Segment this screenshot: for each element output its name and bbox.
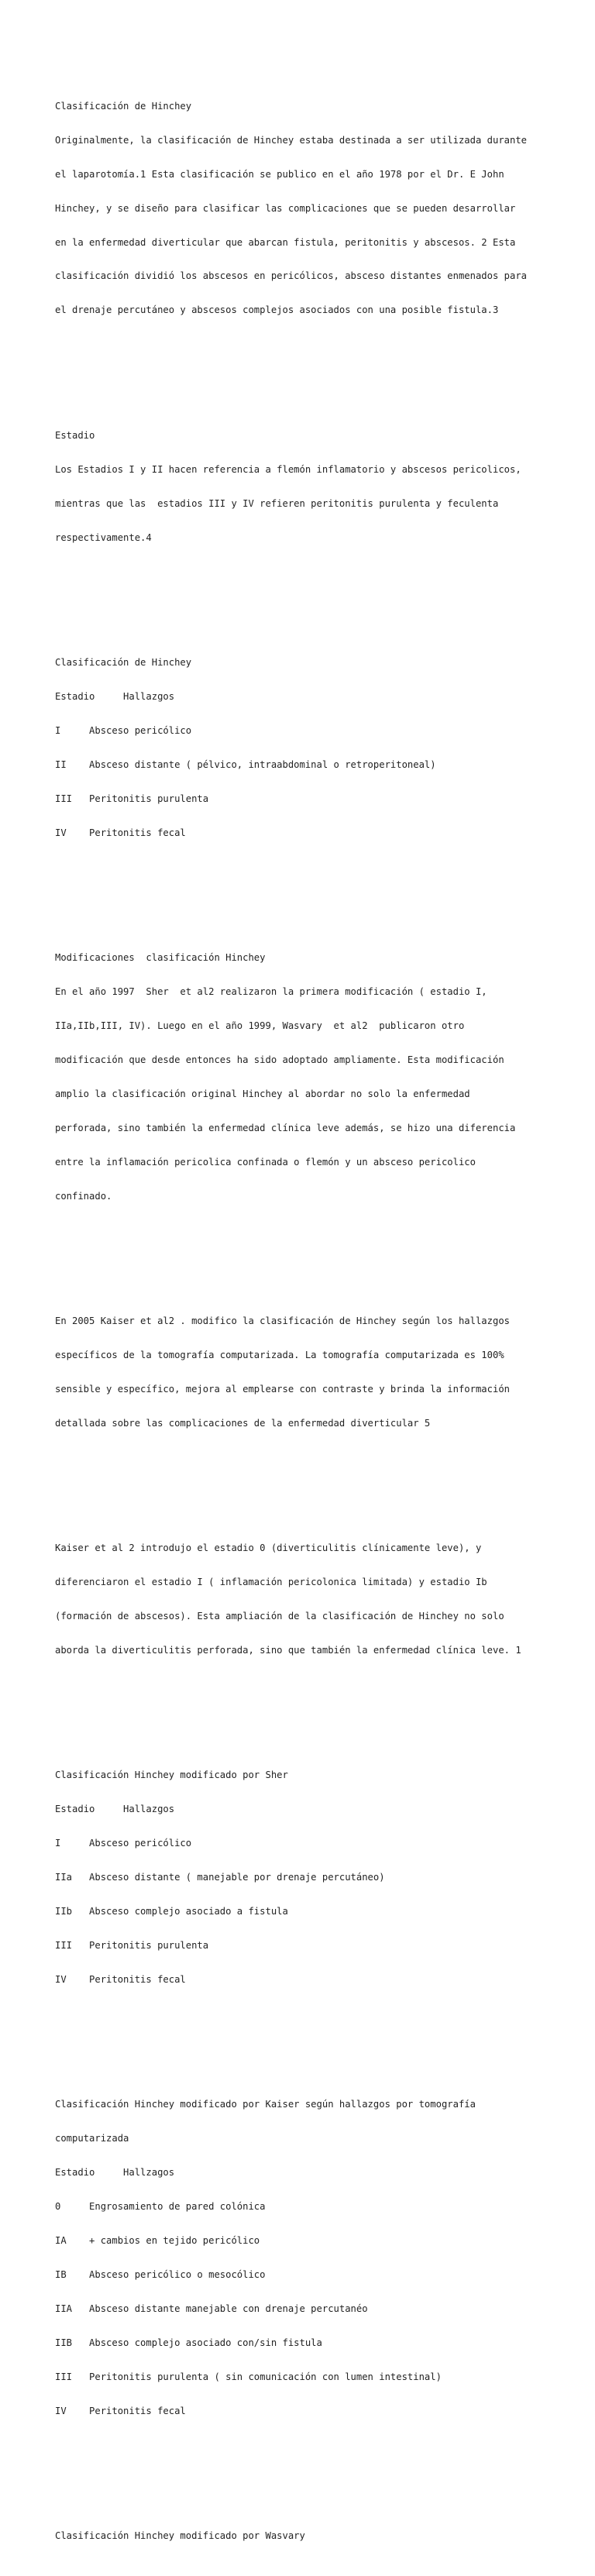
spacer: [55, 589, 551, 600]
text-line: perforada, sino también la enfermedad clínica leve además, se hizo una diferencia: [55, 1122, 516, 1133]
estadio-section: [55, 407, 551, 566]
spacer: [55, 884, 551, 896]
table-header: Estadio Hallazgos: [55, 1803, 175, 1814]
table-title-continued: computarizada: [55, 2132, 129, 2144]
table-row: IV Peritonitis fecal: [55, 1973, 186, 1985]
text-line: modificación que desde entonces ha sido adoptado ampliamente. Esta modificación: [55, 1054, 504, 1065]
table-row: IB Absceso pericólico o mesocólico: [55, 2268, 266, 2280]
table-title: Clasificación Hinchey modificado por Wasvary: [55, 2530, 305, 2541]
text-line: IIa,IIb,III, IV). Luego en el año 1999, Wasvary et al2 publicaron otro: [55, 1020, 465, 1031]
text-line: clasificación dividió los abscesos en pericólicos, absceso distantes enmenados para: [55, 270, 528, 282]
table-row: III Peritonitis purulenta ( sin comunicación con lumen intestinal): [55, 2371, 442, 2382]
text-line: diferenciaron el estadio I ( inflamación pericolonica limitada) y estadio Ib: [55, 1576, 487, 1587]
table-title: Clasificación de Hinchey: [55, 656, 192, 668]
kaiser-estadio-paragraph: [55, 1520, 551, 1679]
table-title: Clasificación Hinchey modificado por Sher: [55, 1769, 288, 1780]
intro-section: [55, 77, 551, 339]
text-line: mientras que las estadios III y IV refieren peritonitis purulenta y feculenta: [55, 497, 499, 509]
document-body: [55, 55, 551, 2576]
table-row: I Absceso pericólico: [55, 724, 192, 736]
table-row: IV Peritonitis fecal: [55, 2405, 186, 2416]
text-line: aborda la diverticulitis perforada, sino que también la enfermedad clínica leve. 1: [55, 1644, 521, 1656]
table-row: I Absceso pericólico: [55, 1837, 192, 1849]
text-line: Hinchey, y se diseño para clasificar las complicaciones que se pueden desarrollar: [55, 202, 516, 214]
table-row: IA + cambios en tejido pericólico: [55, 2234, 260, 2246]
table-row: II Absceso distante ( pélvico, intraabdominal o retroperitoneal): [55, 758, 436, 770]
spacer: [55, 2031, 551, 2042]
kaiser-2005-paragraph: [55, 1292, 551, 1451]
table-row: III Peritonitis purulenta: [55, 793, 209, 804]
text-line: detallada sobre las complicaciones de la enfermedad diverticular 5: [55, 1417, 431, 1429]
hinchey-table: [55, 634, 551, 861]
table-row: IIb Absceso complejo asociado a fistula: [55, 1905, 288, 1917]
section-heading: Modificaciones clasificación Hinchey: [55, 951, 266, 963]
sher-table: [55, 1747, 551, 2008]
table-row: IIa Absceso distante ( manejable por drenaje percutáneo): [55, 1871, 385, 1883]
table-header: Estadio Hallzagos: [55, 2166, 175, 2178]
text-line: específicos de la tomografía computarizada. La tomografía computarizada es 100%: [55, 1349, 504, 1360]
spacer: [55, 362, 551, 373]
kaiser-table: [55, 2076, 551, 2440]
spacer: [55, 1701, 551, 1713]
spacer: [55, 1247, 551, 1259]
text-line: el laparotomía.1 Esta clasificación se publico en el año 1978 por el Dr. E John: [55, 168, 504, 180]
text-line: (formación de abscesos). Esta ampliación de la clasificación de Hinchey no solo: [55, 1610, 504, 1622]
text-line: amplio la clasificación original Hinchey al abordar no solo la enfermedad: [55, 1088, 470, 1099]
wasvary-section: [55, 2508, 551, 2564]
spacer: [55, 1474, 551, 1486]
table-row: 0 Engrosamiento de pared colónica: [55, 2200, 266, 2212]
text-line: En el año 1997 Sher et al2 realizaron la primera modificación ( estadio I,: [55, 985, 487, 997]
text-line: Los Estadios I y II hacen referencia a flemón inflamatorio y abscesos pericolicos,: [55, 463, 521, 475]
text-line: sensible y específico, mejora al emplearse con contraste y brinda la información: [55, 1383, 510, 1395]
table-header: Estadio Hallazgos: [55, 690, 175, 702]
text-line: entre la inflamación pericolica confinada o flemón y un absceso pericolico: [55, 1156, 476, 1168]
section-heading: Estadio: [55, 429, 95, 441]
table-row: III Peritonitis purulenta: [55, 1939, 209, 1951]
table-row: IV Peritonitis fecal: [55, 827, 186, 838]
table-row: IIA Absceso distante manejable con drenaje percutanéo: [55, 2303, 368, 2314]
spacer: [55, 2462, 551, 2474]
text-line: respectivamente.4: [55, 531, 152, 543]
section-heading: Clasificación de Hinchey: [55, 100, 192, 112]
text-line: En 2005 Kaiser et al2 . modifico la clasificación de Hinchey según los hallazgos: [55, 1315, 510, 1326]
table-title: Clasificación Hinchey modificado por Kaiser según hallazgos por tomografía: [55, 2099, 476, 2110]
text-line: el drenaje percutáneo y abscesos complejos asociados con una posible fistula.3: [55, 304, 499, 316]
modifications-section: [55, 929, 551, 1224]
text-line: Kaiser et al 2 introdujo el estadio 0 (diverticulitis clínicamente leve), y: [55, 1542, 482, 1553]
table-row: IIB Absceso complejo asociado con/sin fistula: [55, 2337, 322, 2348]
text-line: Originalmente, la clasificación de Hinchey estaba destinada a ser utilizada durante: [55, 134, 528, 146]
text-line: confinado.: [55, 1190, 112, 1202]
text-line: en la enfermedad diverticular que abarcan fistula, peritonitis y abscesos. 2 Esta: [55, 236, 516, 248]
